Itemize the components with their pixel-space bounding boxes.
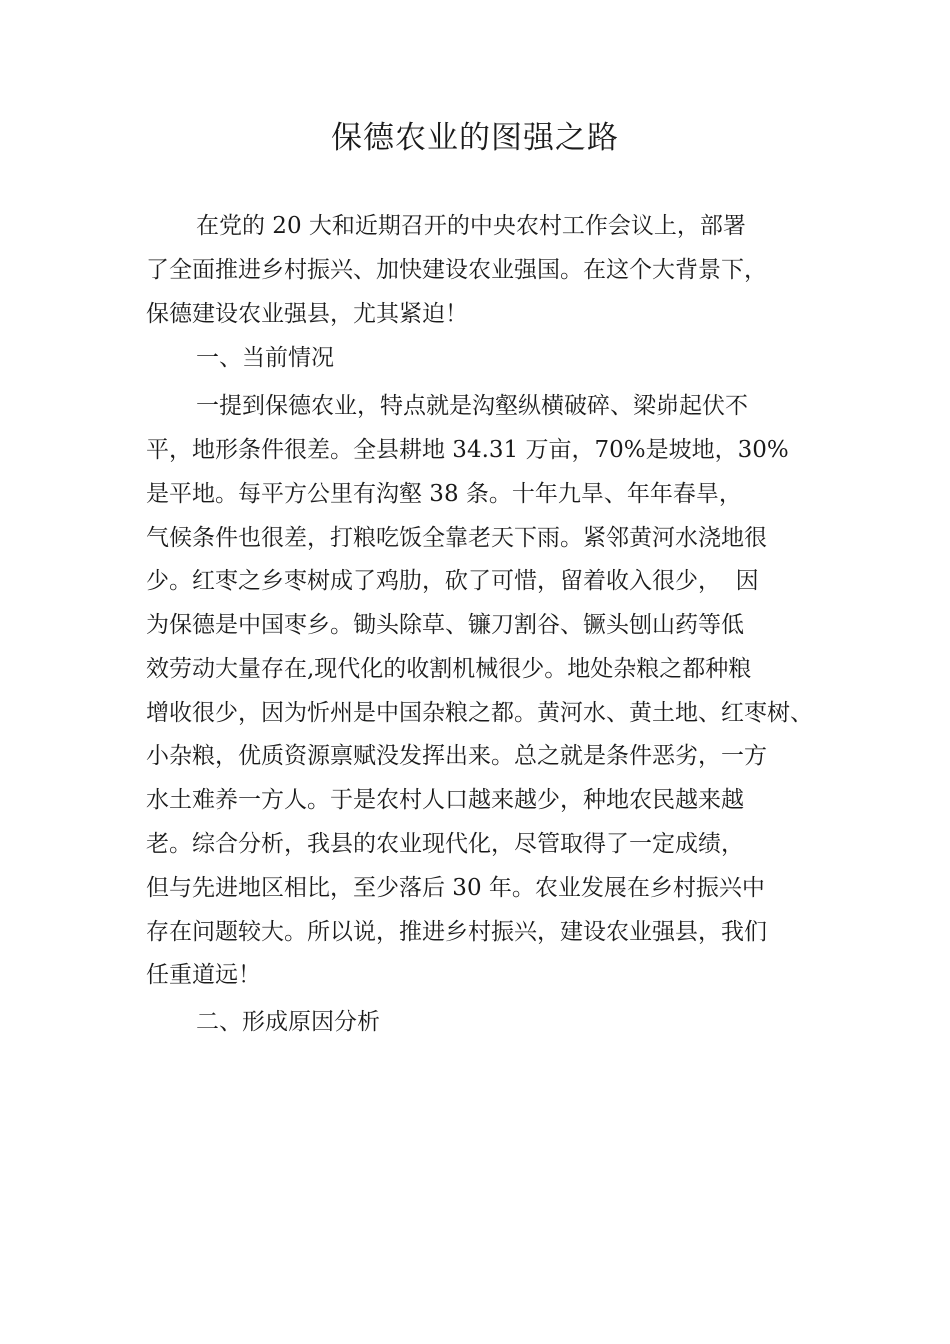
intro-line-2: 了全面推进乡村振兴、加快建设农业强国。在这个大背景下，: [146, 257, 767, 283]
body-line-6: 为保德是中国枣乡。锄头除草、镰刀割谷、镢头刨山药等低: [146, 612, 744, 638]
body-line-8: 增收很少，因为忻州是中国杂粮之都。黄河水、黄土地、红枣树、: [146, 700, 813, 726]
intro-line-1: 在党的 20 大和近期召开的中央农村工作会议上，部署: [196, 213, 746, 239]
body-line-11: 老。综合分析，我县的农业现代化，尽管取得了一定成绩，: [146, 831, 744, 857]
body-line-12: 但与先进地区相比，至少落后 30 年。农业发展在乡村振兴中: [146, 875, 765, 901]
body-line-4: 气候条件也很差，打粮吃饭全靠老天下雨。紧邻黄河水浇地很: [146, 525, 767, 551]
body-line-9: 小杂粮，优质资源禀赋没发挥出来。总之就是条件恶劣，一方: [146, 743, 767, 769]
body-line-3: 是平地。每平方公里有沟壑 38 条。十年九旱、年年春旱，: [146, 481, 742, 507]
document-title: 保德农业的图强之路: [331, 120, 619, 156]
body-line-2: 平，地形条件很差。全县耕地 34.31 万亩，70%是坡地，30%: [146, 437, 789, 463]
body-line-14: 任重道远！: [146, 962, 261, 988]
body-line-10: 水土难养一方人。于是农村人口越来越少，种地农民越来越: [146, 787, 744, 813]
body-line-5: 少。红枣之乡枣树成了鸡肋，砍了可惜，留着收入很少， 因: [146, 568, 759, 594]
body-line-13: 存在问题较大。所以说，推进乡村振兴，建设农业强县，我们: [146, 919, 767, 945]
section-heading-2: 二、形成原因分析: [196, 1009, 380, 1035]
body-line-7: 效劳动大量存在,现代化的收割机械很少。地处杂粮之都种粮: [146, 656, 752, 682]
intro-line-3: 保德建设农业强县，尤其紧迫！: [146, 301, 468, 327]
body-line-1: 一提到保德农业，特点就是沟壑纵横破碎、梁峁起伏不: [196, 393, 748, 419]
section-heading-1: 一、当前情况: [196, 345, 334, 371]
